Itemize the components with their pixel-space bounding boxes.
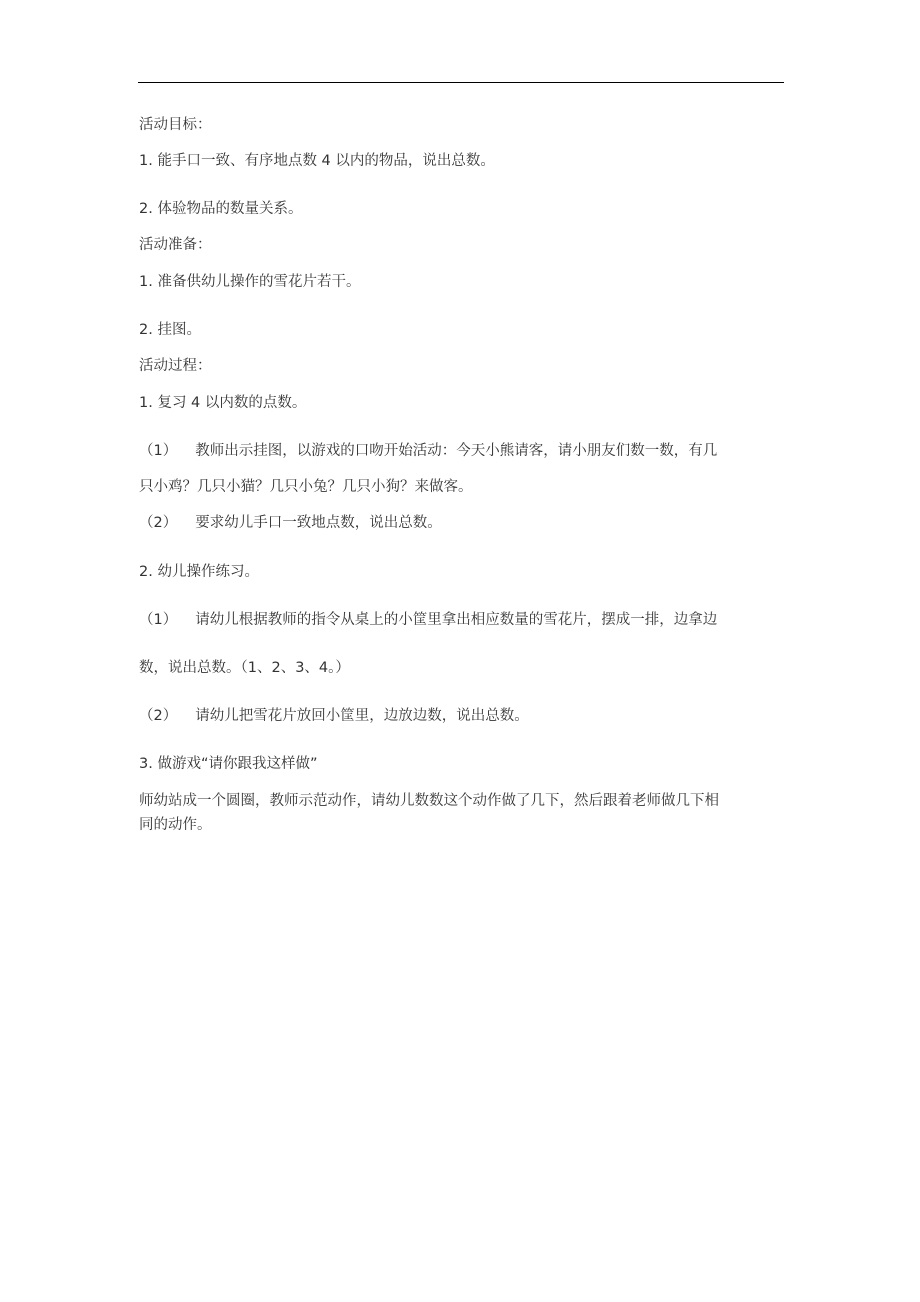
process-step-3-text: 师幼站成一个圆圈，教师示范动作，请幼儿数数这个动作做了几下，然后跟着老师做几下相 <box>139 793 719 809</box>
process-step-2-1-cont: 数，说出总数。（1、2、3、4。） <box>139 660 350 676</box>
process-step-1-2 <box>139 512 789 534</box>
sub-number: （2） <box>139 515 178 531</box>
prep-item-2: 2. 挂图。 <box>139 322 201 338</box>
process-step-1: 1. 复习 4 以内数的点数。 <box>139 395 307 411</box>
goal-item-2: 2. 体验物品的数量关系。 <box>139 201 303 217</box>
prep-heading: 活动准备： <box>139 237 212 253</box>
process-step-2: 2. 幼儿操作练习。 <box>139 564 259 580</box>
sub-number: （1） <box>139 612 178 628</box>
goal-item-1: 1. 能手口一致、有序地点数 4 以内的物品，说出总数。 <box>139 153 495 169</box>
header-rule <box>138 82 784 83</box>
sub-number: （1） <box>139 443 178 459</box>
process-heading: 活动过程： <box>139 358 212 374</box>
sub-number: （2） <box>139 708 178 724</box>
process-step-2-1 <box>139 609 789 631</box>
process-step-1-1-cont: 只小鸡？几只小猫？几只小兔？几只小狗？来做客。 <box>139 479 473 495</box>
sub-text: 教师出示挂图，以游戏的口吻开始活动：今天小熊请客，请小朋友们数一数，有几 <box>195 443 718 459</box>
sub-text: 请幼儿把雪花片放回小筐里，边放边数，说出总数。 <box>195 708 529 724</box>
prep-item-1: 1. 准备供幼儿操作的雪花片若干。 <box>139 274 361 290</box>
process-step-3: 3. 做游戏“请你跟我这样做” <box>139 756 318 772</box>
goal-heading: 活动目标： <box>139 117 212 133</box>
process-step-2-2 <box>139 705 789 727</box>
process-step-3-text-cont: 同的动作。 <box>139 817 212 833</box>
sub-text: 请幼儿根据教师的指令从桌上的小筐里拿出相应数量的雪花片，摆成一排，边拿边 <box>195 612 718 628</box>
sub-text: 要求幼儿手口一致地点数，说出总数。 <box>195 515 442 531</box>
process-step-1-1 <box>139 440 789 462</box>
